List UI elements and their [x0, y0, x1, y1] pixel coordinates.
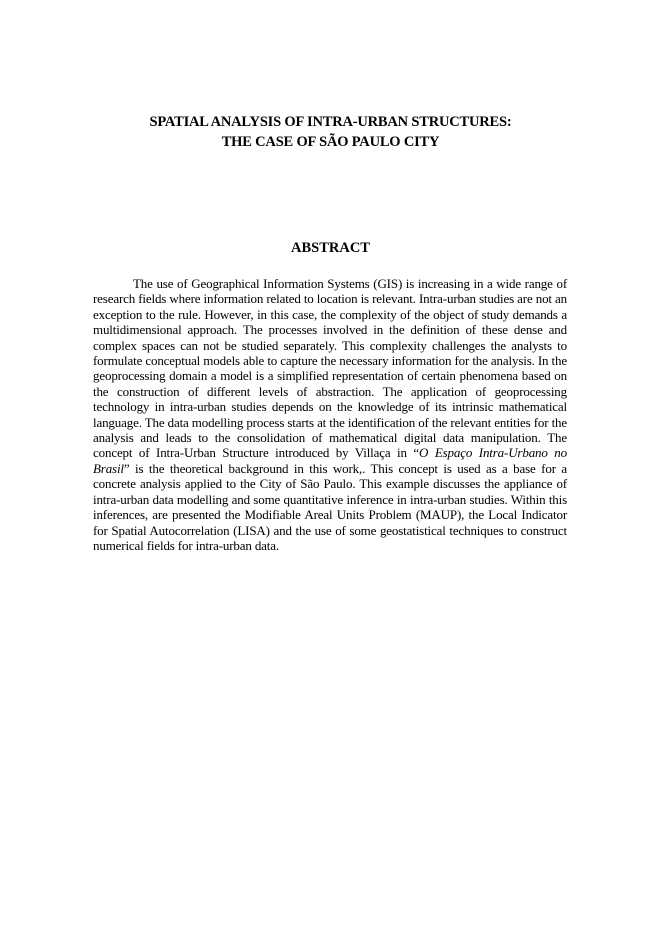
abstract-heading: ABSTRACT [291, 240, 370, 256]
abstract-text-part1: The use of Geographical Information Systems (GIS) is increasing in a wide range of research fields where information related to location is relevant. Intra-urban studies are not an exception to the rule. However, in this case, the complexity of the object of study demands a multidimensional approach. The processes involved in the definition of these dense and complex spaces can not be studied separately. This complexity challenges the analysts to formulate conceptual models able to capture the necessary information for the analysis. In the geoprocessing domain a model is a simplified representation of certain phenomena based on the construction of different levels of abstraction. The application of geoprocessing technology in intra-urban studies depends on the knowledge of its intrinsic mathematical language. The data modelling process starts at the identification of the relevant entities for the analysis and leads to the consolidation of mathematical digital data manipulation. The concept of Intra-Urban Structure introduced by Villaça in “ [93, 276, 567, 461]
abstract-text-part2: ” is the theoretical background in this work,. This concept is used as a base for a concrete analysis applied to the City of São Paulo. This example discusses the appliance of intra-urban data modelling and some quantitative inference in intra-urban studies. Within this inferences, are presented the Modifiable Areal Units Problem (MAUP), the Local Indicator for Spatial Autocorrelation (LISA) and the use of some geostatistical techniques to construct numerical fields for intra-urban data. [93, 460, 567, 553]
paper-title [0, 112, 661, 152]
title-line-1: SPATIAL ANALYSIS OF INTRA-URBAN STRUCTURES: [149, 114, 512, 130]
abstract-cited-title: O Espaço Intra-Urbano no Brasil [93, 445, 567, 476]
title-line-2: THE CASE OF SÃO PAULO CITY [221, 134, 440, 150]
abstract-paragraph [93, 276, 567, 553]
